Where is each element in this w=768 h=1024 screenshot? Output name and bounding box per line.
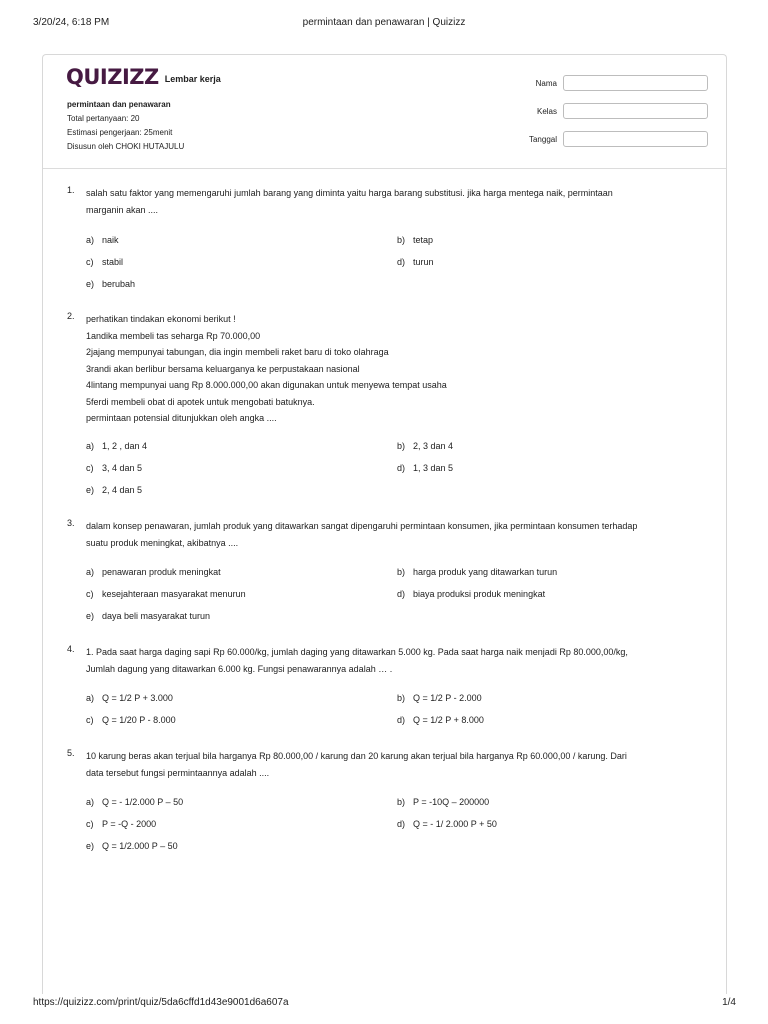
option-letter: a): [86, 797, 95, 807]
question-text-line: data tersebut fungsi permintaannya adalah ....: [86, 767, 270, 778]
question-text-line: 1andika membeli tas seharga Rp 70.000,00: [86, 330, 261, 341]
worksheet-label: Lembar kerja: [164, 74, 221, 84]
option-text: harga produk yang ditawarkan turun: [413, 567, 558, 577]
name-input[interactable]: [563, 75, 708, 91]
name-label: Nama: [535, 79, 557, 88]
option-text: 2, 4 dan 5: [102, 485, 143, 495]
option-text: Q = 1/2 P + 3.000: [102, 693, 173, 703]
option-text: berubah: [102, 279, 136, 289]
option-letter: a): [86, 693, 95, 703]
option-text: naik: [102, 235, 119, 245]
question-text-line: 1. Pada saat harga daging sapi Rp 60.000/kg, jumlah daging yang ditawarkan 5.000 kg. Pada saat harga naik menjadi Rp 80.000,00/kg,: [86, 647, 628, 657]
question-number: 1.: [67, 185, 75, 195]
answer-option[interactable]: [397, 589, 545, 599]
question-text-line: permintaan potensial ditunjukkan oleh angka ....: [86, 413, 277, 423]
answer-option[interactable]: [86, 441, 147, 451]
option-letter: e): [86, 485, 95, 495]
option-letter: e): [86, 279, 95, 289]
quizizz-logo: QUIZIZZ: [66, 65, 159, 89]
answer-option[interactable]: [86, 235, 119, 245]
option-letter: a): [86, 567, 95, 577]
question-text: [86, 311, 698, 427]
date-field: [513, 131, 709, 149]
quiz-title: permintaan dan penawaran: [67, 100, 171, 109]
date-label: Tanggal: [528, 135, 557, 144]
answer-option[interactable]: [86, 797, 183, 807]
answer-option[interactable]: [397, 257, 434, 267]
answer-option[interactable]: [86, 611, 210, 621]
question-text-line: 10 karung beras akan terjual bila harganya Rp 80.000,00 / karung dan 20 karung akan terjual bila harganya Rp 60.000,00 / karung. Dari: [86, 751, 627, 761]
answer-option[interactable]: [397, 715, 484, 725]
question-number: 3.: [67, 518, 75, 528]
answer-option[interactable]: [86, 567, 221, 577]
answer-option[interactable]: [86, 257, 123, 267]
question-number: 5.: [67, 748, 75, 758]
answer-option[interactable]: [86, 279, 135, 289]
option-letter: b): [397, 567, 406, 577]
total-questions: Total pertanyaan: 20: [67, 114, 140, 123]
question-text: [86, 185, 698, 218]
question-text: [86, 518, 698, 551]
print-page-number: 1/4: [722, 997, 736, 1008]
question-text-line: 3randi akan berlibur bersama keluarganya ke perpustakaan nasional: [86, 363, 360, 374]
answer-option[interactable]: [86, 693, 173, 703]
answer-option[interactable]: [397, 693, 482, 703]
question-text-line: 2jajang mempunyai tabungan, dia ingin membeli raket baru di toko olahraga: [86, 347, 389, 357]
option-letter: b): [397, 441, 406, 451]
option-letter: d): [397, 819, 406, 829]
question-number: 4.: [67, 644, 75, 654]
option-letter: e): [86, 611, 95, 621]
option-text: kesejahteraan masyarakat menurun: [102, 589, 246, 599]
option-text: Q = - 1/ 2.000 P + 50: [413, 819, 497, 829]
option-letter: c): [86, 819, 94, 829]
worksheet-header: [43, 55, 726, 169]
question-text-line: dalam konsep penawaran, jumlah produk yang ditawarkan sangat dipengaruhi permintaan konsumen, jika permintaan konsumen terhadap: [86, 521, 638, 531]
answer-option[interactable]: [86, 819, 156, 829]
option-text: Q = - 1/2.000 P – 50: [102, 797, 184, 807]
print-page-title: permintaan dan penawaran | Quizizz: [302, 17, 466, 28]
question-text-line: perhatikan tindakan ekonomi berikut !: [86, 314, 236, 324]
question-text: [86, 748, 698, 781]
option-text: turun: [413, 257, 434, 267]
answer-option[interactable]: [86, 589, 246, 599]
worksheet: [42, 54, 727, 994]
answer-option[interactable]: [397, 235, 433, 245]
option-text: daya beli masyarakat turun: [102, 611, 211, 621]
class-label: Kelas: [536, 107, 557, 116]
question-text-line: suatu produk meningkat, akibatnya ....: [86, 537, 239, 548]
option-text: penawaran produk meningkat: [102, 567, 221, 577]
question-number: 2.: [67, 311, 75, 321]
question-text-line: 4lintang mempunyai uang Rp 8.000.000,00 akan digunakan untuk menyewa tempat usaha: [86, 380, 447, 390]
option-letter: d): [397, 589, 406, 599]
option-text: 1, 2 , dan 4: [102, 441, 148, 451]
option-letter: a): [86, 235, 95, 245]
option-text: biaya produksi produk meningkat: [413, 589, 546, 599]
option-text: Q = 1/2.000 P – 50: [102, 841, 178, 851]
option-text: 2, 3 dan 4: [413, 441, 454, 451]
option-text: tetap: [413, 235, 434, 245]
option-letter: c): [86, 715, 94, 725]
option-letter: c): [86, 463, 94, 473]
question-text: [86, 644, 698, 677]
quiz-meta: [67, 98, 184, 154]
option-letter: b): [397, 235, 406, 245]
answer-option[interactable]: [86, 715, 176, 725]
option-text: 1, 3 dan 5: [413, 463, 454, 473]
name-field: [513, 75, 709, 93]
author: Disusun oleh CHOKI HUTAJULU: [67, 142, 185, 151]
option-letter: c): [86, 257, 94, 267]
option-letter: d): [397, 257, 406, 267]
class-field: [513, 103, 709, 121]
print-footer: [0, 992, 768, 1024]
option-letter: d): [397, 715, 406, 725]
option-letter: b): [397, 693, 406, 703]
print-url: https://quizizz.com/print/quiz/5da6cffd1d43e9001d6a607a: [33, 997, 289, 1008]
date-input[interactable]: [563, 131, 708, 147]
option-text: P = -10Q – 200000: [413, 797, 490, 807]
option-letter: b): [397, 797, 406, 807]
answer-option[interactable]: [397, 797, 489, 807]
print-datetime: 3/20/24, 6:18 PM: [33, 17, 110, 28]
answer-option[interactable]: [397, 463, 453, 473]
option-letter: d): [397, 463, 406, 473]
option-letter: a): [86, 441, 95, 451]
answer-option[interactable]: [397, 441, 453, 451]
option-text: P = -Q - 2000: [102, 819, 157, 829]
option-text: Q = 1/20 P - 8.000: [102, 715, 176, 725]
option-letter: e): [86, 841, 95, 851]
class-input[interactable]: [563, 103, 708, 119]
question-text-line: salah satu faktor yang memengaruhi jumlah barang yang diminta yaitu harga barang substitusi. jika harga mentega naik, permintaan: [86, 188, 613, 198]
option-letter: c): [86, 589, 94, 599]
answer-option[interactable]: [86, 463, 142, 473]
option-text: Q = 1/2 P + 8.000: [413, 715, 484, 725]
answer-option[interactable]: [397, 567, 557, 577]
answer-option[interactable]: [397, 819, 497, 829]
question-text-line: 5ferdi membeli obat di apotek untuk mengobati batuknya.: [86, 396, 315, 407]
question-text-line: Jumlah dagung yang ditawarkan 6.000 kg. Fungsi penawarannya adalah … .: [86, 663, 393, 674]
answer-option[interactable]: [86, 841, 178, 851]
option-text: Q = 1/2 P - 2.000: [413, 693, 482, 703]
time-estimate: Estimasi pengerjaan: 25menit: [67, 128, 173, 137]
option-text: 3, 4 dan 5: [102, 463, 143, 473]
print-header: [0, 0, 768, 40]
answer-option[interactable]: [86, 485, 142, 495]
brand: [66, 67, 221, 88]
question-text-line: marganin akan ....: [86, 204, 159, 215]
option-text: stabil: [102, 257, 124, 267]
